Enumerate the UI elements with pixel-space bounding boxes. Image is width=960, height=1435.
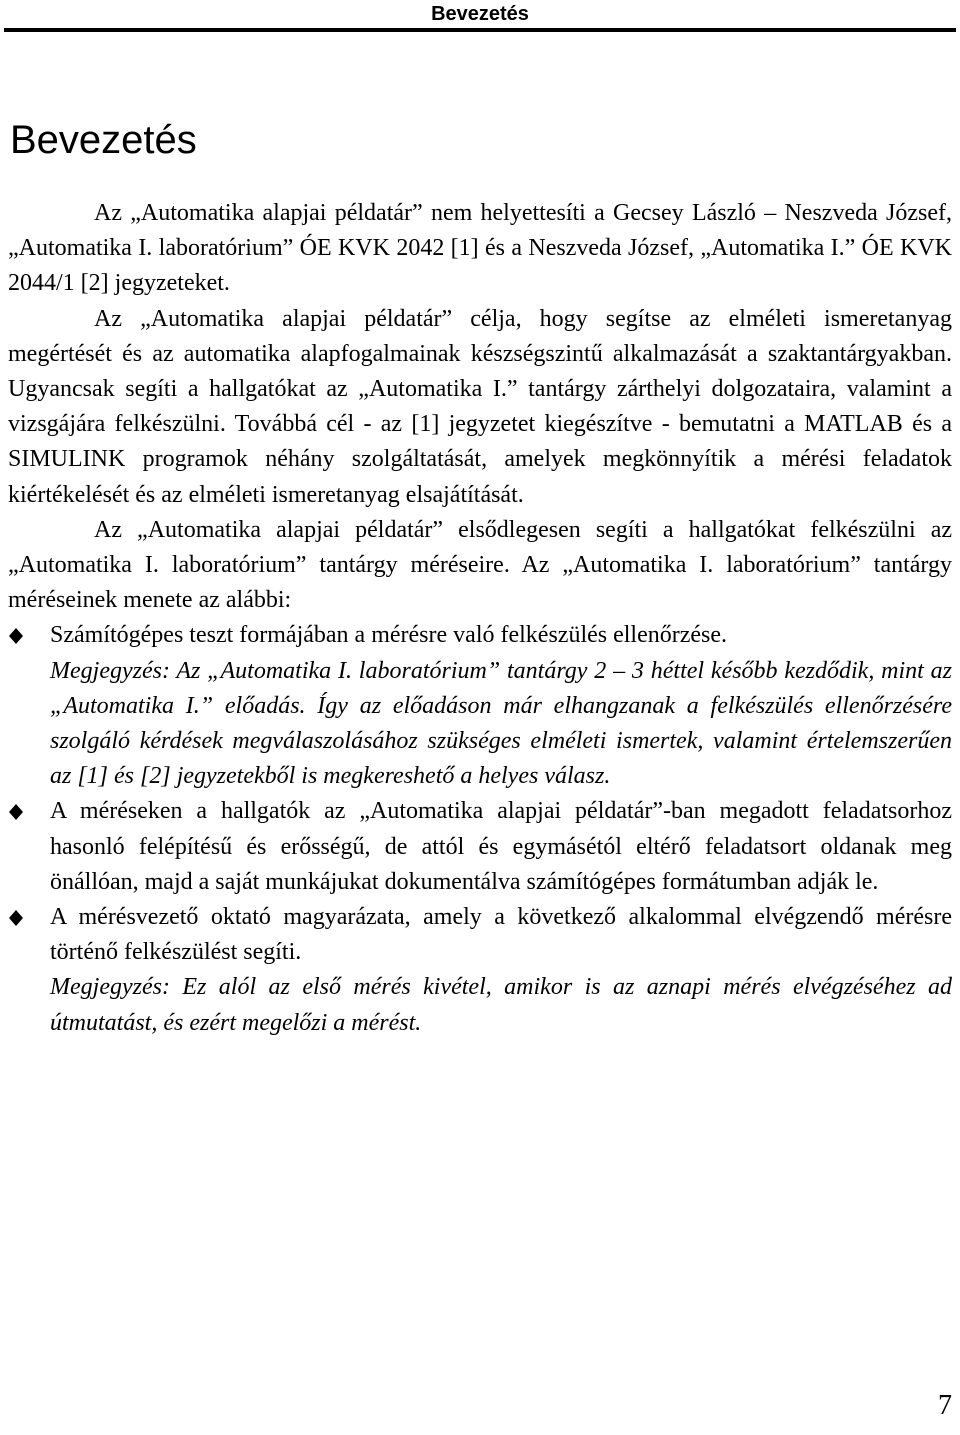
paragraph-lab-procedure: Az „Automatika alapjai példatár” elsődlegesen segíti a hallgatókat felkészülni az „Automatika I. laboratórium” tantárgy méréseire. Az „Automatika I. laboratórium” tantárgy méréseinek menete az alábbi: bbox=[8, 516, 952, 614]
list-item-text: A mérésvezető oktató magyarázata, amely a következő alkalommal elvégzendő mérésre történő felkészülést segíti. bbox=[50, 904, 952, 966]
body-text bbox=[8, 196, 952, 1041]
list-item-text: Számítógépes teszt formájában a mérésre való felkészülés ellenőrzése. bbox=[50, 622, 728, 649]
list-item-note: Megjegyzés: Az „Automatika I. laboratórium” tantárgy 2 – 3 héttel később kezdődik, mint az „Automatika I.” előadás. Így az előadáson már elhangzanak a felkészülés ellenőrzésére szolgáló kérdések megválaszolásához szükséges elméleti ismertek, valamint értelemszerűen az [1] és [2] jegyzetekből is megkereshető a helyes válasz. bbox=[50, 657, 952, 790]
list-item bbox=[8, 900, 952, 1041]
list-item bbox=[8, 618, 952, 794]
list-item-text: A méréseken a hallgatók az „Automatika alapjai példatár”-ban megadott feladatsorhoz hasonló felépítésű és erősségű, de attól és egymásétól eltérő feladatsort oldanak meg önállóan, majd a saját munkájukat dokumentálva számítógépes formátumban adják le. bbox=[50, 798, 952, 895]
paragraph-intro: Az „Automatika alapjai példatár” nem helyettesíti a Gecsey László – Neszveda József, „Automatika I. laboratórium” ÓE KVK 2042 [1] és a Neszveda József, „Automatika I.” ÓE KVK 2044/1 [2] jegyzeteket. bbox=[8, 200, 952, 297]
diamond-bullet-icon bbox=[9, 628, 23, 644]
chapter-title: Bevezetés bbox=[10, 118, 197, 162]
diamond-bullet-icon bbox=[9, 804, 23, 820]
running-header: Bevezetés bbox=[431, 3, 529, 25]
list-item-note: Megjegyzés: Ez alól az első mérés kivétel, amikor is az aznapi mérés elvégzéséhez ad útmutatást, és ezért megelőzi a mérést. bbox=[50, 974, 952, 1036]
header-rule bbox=[4, 28, 956, 32]
diamond-bullet-icon bbox=[9, 910, 23, 926]
page-number: 7 bbox=[938, 1390, 952, 1421]
list-item bbox=[8, 794, 952, 900]
paragraph-purpose: Az „Automatika alapjai példatár” célja, hogy segítse az elméleti ismeretanyag megértését és az automatika alapfogalmainak készségszintű alkalmazását a szaktantárgyakban. Ugyancsak segíti a hallgatókat az „Automatika I.” tantárgy zárthelyi dolgozataira, valamint a vizsgájára felkészülni. Továbbá cél - az [1] jegyzetet kiegészítve - bemutatni a MATLAB és a SIMULINK programok néhány szolgáltatását, amelyek megkönnyítik a mérési feladatok kiértékelését és az elméleti ismeretanyag elsajátítását. bbox=[8, 305, 952, 508]
